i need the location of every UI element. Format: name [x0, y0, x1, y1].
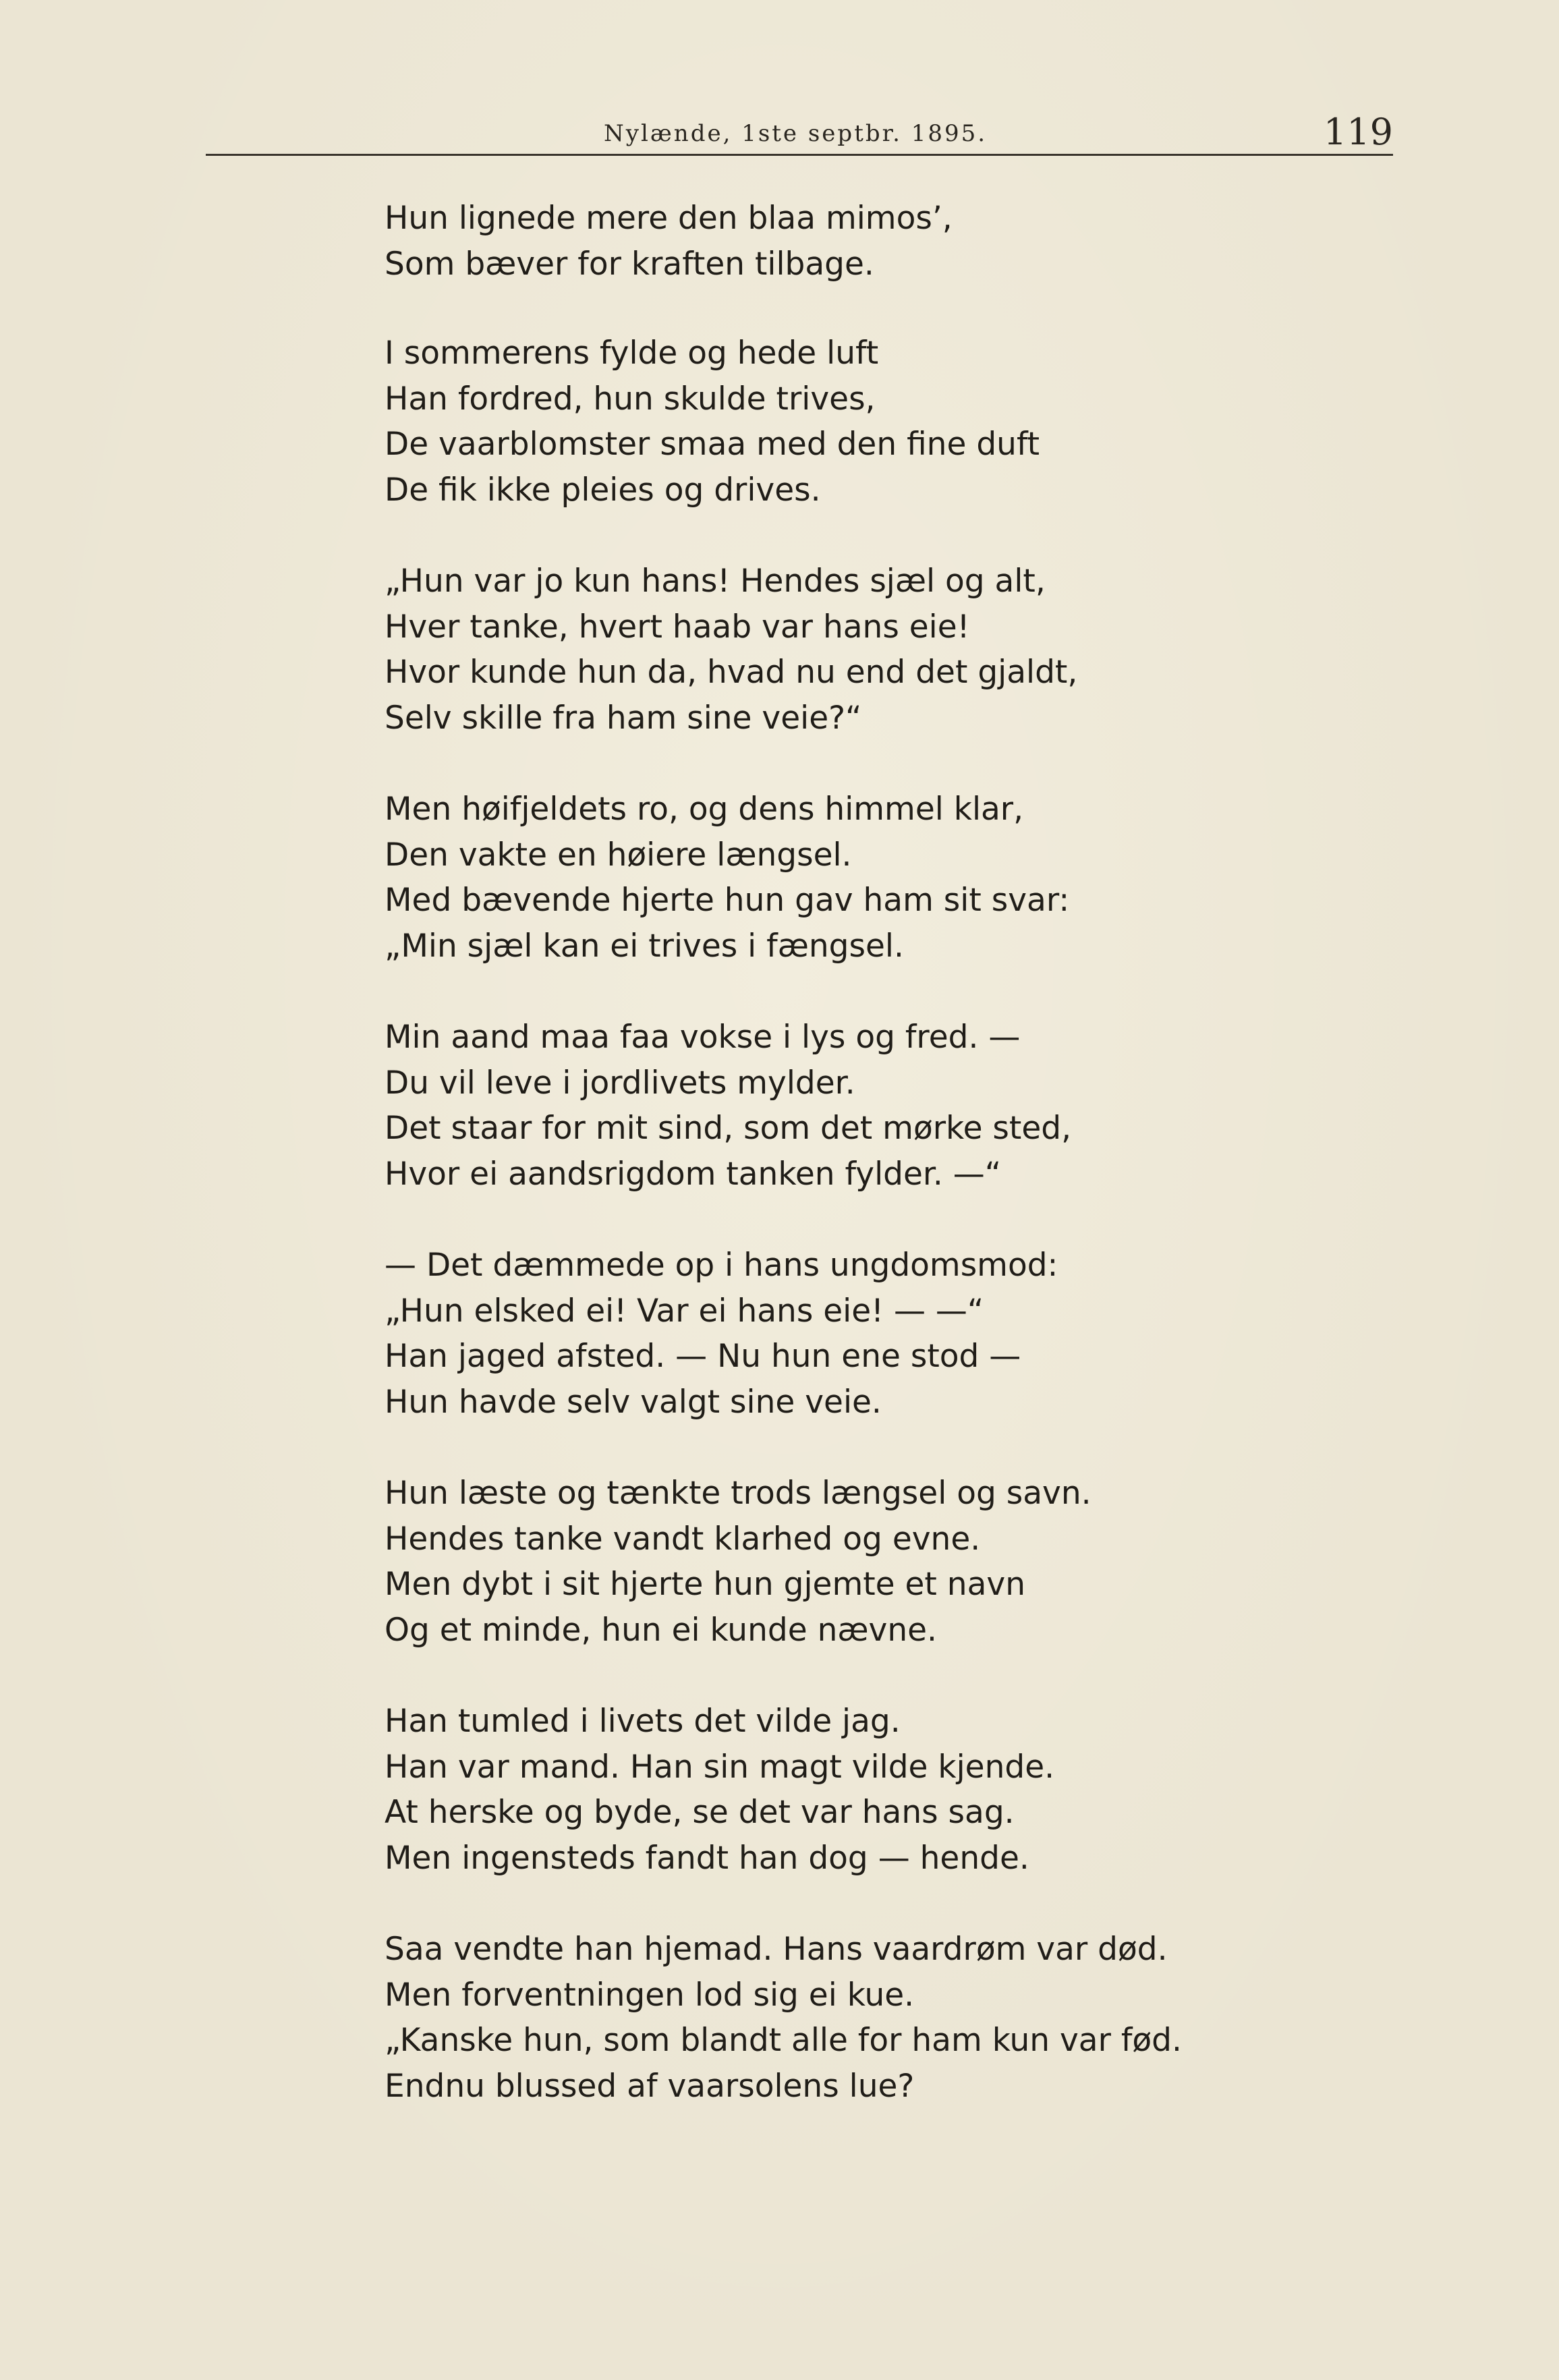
header-rule [206, 154, 1393, 156]
stanza [385, 1015, 1363, 1197]
stanza [385, 1699, 1363, 1881]
poem-line: Min aand maa faa vokse i lys og fred. — [385, 1019, 1021, 1056]
poem-line: Men høifjeldets ro, og dens himmel klar, [385, 791, 1024, 828]
poem-line: De fik ikke pleies og drives. [385, 471, 821, 509]
poem-line: Men forventningen lod sig ei kue. [385, 1976, 915, 2014]
poem-line: Men ingensteds fandt han dog — hende. [385, 1839, 1029, 1877]
poem-line: Han tumled i livets det vilde jag. [385, 1703, 901, 1740]
poem-line: Det staar for mit sind, som det mørke sted, [385, 1110, 1072, 1147]
poem-line: Hun læste og tænkte trods længsel og savn. [385, 1475, 1092, 1512]
poem-line: Hver tanke, hvert haab var hans eie! [385, 608, 970, 646]
poem-line: „Hun elsked ei! Var ei hans eie! — —“ [385, 1292, 984, 1330]
stanza [385, 559, 1363, 741]
poem-line: At herske og byde, se det var hans sag. [385, 1794, 1015, 1831]
poem-line: Men dybt i sit hjerte hun gjemte et navn [385, 1566, 1025, 1603]
poem-line: De vaarblomster smaa med den fine duft [385, 426, 1040, 463]
poem-line: Hun lignede mere den blaa mimos’, [385, 200, 953, 237]
poem-line: — Det dæmmede op i hans ungdomsmod: [385, 1247, 1058, 1284]
poem-line: Hun havde selv valgt sine veie. [385, 1383, 882, 1421]
page-header [206, 107, 1393, 154]
poem-line: Den vakte en høiere længsel. [385, 836, 852, 874]
poem-line: „Kanske hun, som blandt alle for ham kun var fød. [385, 2022, 1182, 2059]
stanza [385, 196, 1363, 287]
poem-line: Han fordred, hun skulde trives, [385, 380, 876, 418]
poem-line: Som bæver for kraften tilbage. [385, 245, 874, 283]
poem-line: I sommerens fylde og hede luft [385, 335, 879, 372]
stanza [385, 1243, 1363, 1425]
poem-line: Hendes tanke vandt klarhed og evne. [385, 1520, 981, 1558]
poem-line: Med bævende hjerte hun gav ham sit svar: [385, 882, 1070, 919]
poem-line: Endnu blussed af vaarsolens lue? [385, 2067, 915, 2105]
poem-line: Han jaged afsted. — Nu hun ene stod — [385, 1338, 1021, 1375]
poem-line: Saa vendte han hjemad. Hans vaardrøm var død. [385, 1931, 1168, 1968]
page-number: 119 [1323, 111, 1393, 153]
poem-line: „Hun var jo kun hans! Hendes sjæl og alt, [385, 563, 1046, 600]
poem-line: Du vil leve i jordlivets mylder. [385, 1064, 855, 1102]
stanza [385, 1471, 1363, 1653]
poem-line: „Min sjæl kan ei trives i fængsel. [385, 927, 904, 965]
stanza [385, 787, 1363, 969]
poem-line: Og et minde, hun ei kunde nævne. [385, 1611, 937, 1649]
poem [385, 196, 1363, 2155]
poem-line: Hvor ei aandsrigdom tanken fylder. —“ [385, 1155, 1002, 1193]
running-head: Nylænde, 1ste septbr. 1895. [604, 120, 988, 147]
poem-line: Han var mand. Han sin magt vilde kjende. [385, 1748, 1055, 1786]
stanza [385, 331, 1363, 513]
poem-line: Hvor kunde hun da, hvad nu end det gjaldt, [385, 654, 1078, 691]
stanza [385, 1927, 1363, 2109]
poem-line: Selv skille fra ham sine veie?“ [385, 699, 862, 737]
